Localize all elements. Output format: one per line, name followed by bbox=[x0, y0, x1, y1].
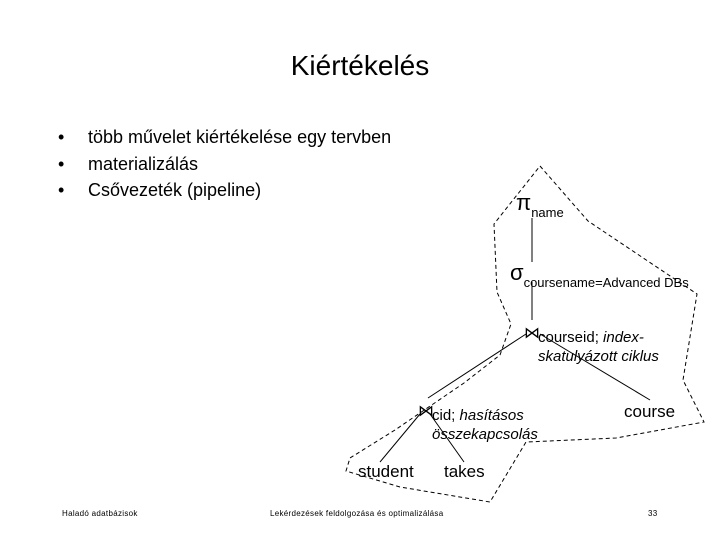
selection-operator bbox=[510, 260, 689, 290]
bullet-item: • Csővezeték (pipeline) bbox=[58, 177, 391, 204]
relation-takes: takes bbox=[444, 462, 485, 481]
bullet-item: • materializálás bbox=[58, 151, 391, 178]
projection-operator bbox=[516, 190, 564, 220]
join-attribute: courseid; bbox=[538, 329, 599, 346]
edge-join-hashjoin bbox=[428, 334, 526, 398]
join-method: hasításos bbox=[455, 407, 524, 424]
relation-student: student bbox=[358, 462, 414, 481]
join-method-cont: összekapcsolás bbox=[432, 426, 538, 443]
join-symbol: ⋈ bbox=[418, 403, 434, 420]
nested-loop-join-node bbox=[524, 325, 659, 366]
footer-course-name: Haladó adatbázisok bbox=[62, 509, 138, 518]
edge-hashjoin-student bbox=[380, 414, 420, 462]
selection-subscript: coursename=Advanced DBs bbox=[523, 275, 689, 290]
join-method: index- bbox=[598, 329, 644, 346]
join-method-cont: skatulyázott ciklus bbox=[538, 348, 659, 365]
relation-course: course bbox=[624, 402, 676, 421]
join-attribute: cid; bbox=[432, 407, 456, 424]
bullet-item: • több művelet kiértékelése egy tervben bbox=[58, 124, 391, 151]
hash-join-node bbox=[418, 403, 538, 444]
slide-title: Kiértékelés bbox=[290, 50, 430, 81]
join-symbol: ⋈ bbox=[524, 325, 540, 342]
sigma-symbol: σ bbox=[510, 260, 524, 285]
footer-topic: Lekérdezések feldolgozása és optimalizálása bbox=[270, 509, 444, 518]
pi-symbol: π bbox=[516, 190, 532, 215]
page-number: 33 bbox=[648, 509, 658, 518]
projection-subscript: name bbox=[531, 205, 564, 220]
